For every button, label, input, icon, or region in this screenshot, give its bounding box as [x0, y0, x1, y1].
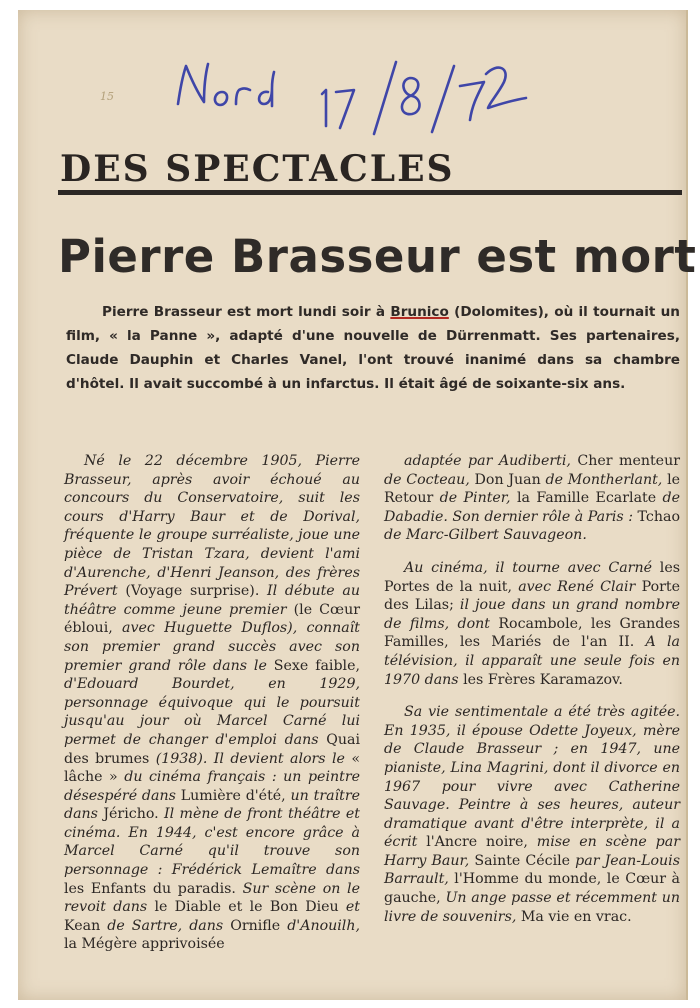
lead-text-end: (Dolomites), où il tournait un film, « la Panne », adapté d'une nouvelle de Dürrenmatt. Ses partenaires, Claude Dauphin et Charles Vanel, l'ont trouvé inanimé dans sa chambre d'hôtel. Il avait succombé à un infarctus. Il était âgé de soixante-six ans. [66, 304, 680, 392]
italic-run: de Montherlant, [540, 471, 668, 488]
paragraph [384, 559, 680, 689]
italic-run: par Jean-Louis Barrault, [384, 852, 680, 888]
italic-run: avec René Clair [511, 578, 642, 595]
paragraph [64, 452, 360, 954]
title-run: la Mégère apprivoisée [64, 936, 225, 953]
italic-run: de Pinter, [433, 490, 517, 507]
lead-text-start: Pierre Brasseur est mort lundi soir à [102, 304, 391, 320]
italic-run: avec Huguette Duflos), connaît son premier grand succès avec son premier grand rôle dans le [64, 620, 360, 674]
italic-run: Un ange passe et récemment un livre de souvenirs, [384, 890, 680, 925]
title-run: Quai des brumes [64, 731, 360, 767]
italic-run: adaptée par Audiberti, [404, 453, 578, 469]
title-run: les Enfants du paradis. [64, 880, 236, 897]
title-run: Cher menteur [577, 453, 680, 469]
title-run: « lâche » [64, 750, 361, 786]
headline: Pierre Brasseur est mort [58, 230, 697, 283]
title-run: (le Cœur ébloui, [64, 601, 360, 637]
title-run: l'Homme du monde, le Cœur à gauche, [384, 871, 680, 907]
title-run: les Portes de la nuit, [384, 559, 680, 595]
title-run: Jéricho. [103, 806, 159, 823]
section-rule [58, 190, 682, 195]
title-run: Tchao [637, 508, 680, 525]
italic-run: d'Edouard Bourdet, en 1929, personnage équivoque qui le poursuit jusqu'au jour où Marcel Carné lui permet de changer d'emploi dans [64, 676, 360, 748]
italic-run: Il débute au théâtre comme jeune premier [64, 583, 360, 618]
paragraph [384, 452, 680, 545]
title-run: l'Ancre noire, [426, 834, 528, 851]
italic-run: d'Anouilh, [280, 917, 360, 934]
title-run: Ma vie en vrac. [520, 908, 632, 925]
title-run: Sexe faible, [273, 657, 360, 674]
italic-run: de Marc-Gilbert Sauvageon. [384, 527, 587, 544]
column-left [64, 452, 360, 968]
title-run: Ornifle [230, 917, 281, 934]
title-run: le Diable et le Bon Dieu [154, 899, 339, 916]
corner-mark: 15 [100, 90, 114, 103]
handwritten-ink [170, 42, 530, 147]
handwritten-note [170, 42, 530, 147]
underlined-place: Brunico [390, 304, 449, 320]
title-run: les Frères Karamazov. [463, 671, 623, 688]
title-run: la Famille Ecarlate [516, 490, 657, 507]
paragraph [384, 703, 680, 926]
title-run: Porte des Lilas; [384, 578, 680, 614]
italic-run: il joue dans un grand nombre de films, dont [384, 597, 680, 632]
italic-run: et [338, 899, 361, 916]
italic-run: Né le 22 décembre 1905, Pierre Brasseur, après avoir échoué au concours du Conservatoire, suit les cours d'Harry Baur et de Dorival, fréquente le groupe surréaliste, joue une pièce de Tristan Tzara, devient l'ami d'Aurenche, d'Henri Jeanson, des frères Prévert [64, 453, 360, 600]
title-run: le Retour [384, 471, 681, 507]
italic-run: du cinéma français : un peintre désespéré dans [64, 769, 360, 804]
title-run: Sainte Cécile [474, 852, 571, 869]
italic-run: un traître dans [64, 787, 360, 823]
italic-run: de Dabadie. Son dernier rôle à Paris : [384, 490, 681, 525]
italic-run: Sur scène on le revoit dans [64, 880, 360, 916]
title-run: (Voyage surprise). [125, 583, 260, 600]
title-run: Rocambole, les Grandes Familles, les Mariés de l'an II. [384, 615, 680, 651]
italic-run: Au cinéma, il tourne avec Carné [404, 559, 660, 576]
title-run: Kean [64, 917, 101, 934]
italic-run: (1938). Il devient alors le [149, 750, 352, 767]
italic-run: Il mène de front théâtre et cinéma. En 1944, c'est encore grâce à Marcel Carné qu'il trouve son personnage : Frédérick Lemaître dans [64, 806, 360, 879]
section-title: DES SPECTACLES [60, 148, 455, 190]
title-run: Don Juan [474, 471, 541, 488]
title-run: Lumière d'été, [180, 787, 286, 804]
italic-run: mise en scène par Harry Baur, [384, 834, 680, 869]
italic-run: Sa vie sentimentale a été très agitée. En 1935, il épouse Odette Joyeux, mère de Claude Brasseur ; en 1947, une pianiste, Lina Magrini, dont il divorce en 1967 pour vivre avec Catherine Sauvage. Peintre à ses heures, auteur dramatique avant d'être interprète, il a écrit [384, 704, 680, 851]
italic-run: de Cocteau, [384, 471, 475, 488]
italic-run: de Sartre, dans [100, 917, 231, 934]
lead-paragraph [66, 300, 680, 396]
column-right [384, 452, 680, 940]
italic-run: A la télévision, il apparaît une seule fois en 1970 dans [384, 634, 680, 688]
